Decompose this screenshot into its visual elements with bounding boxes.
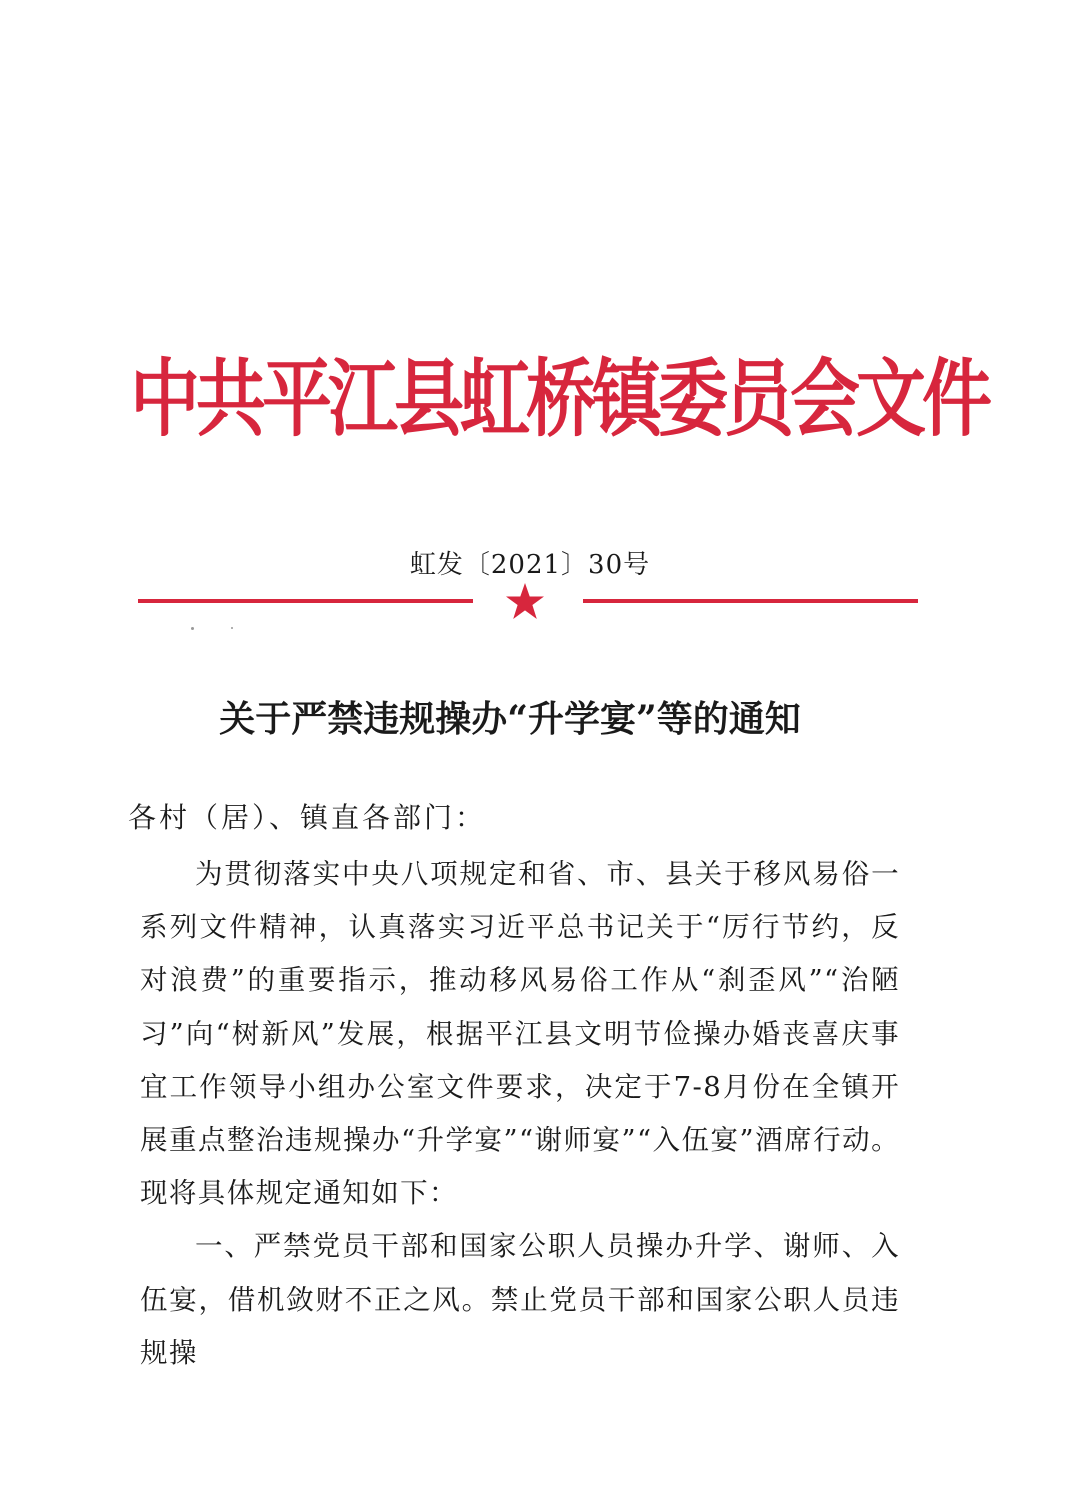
scan-speck (231, 627, 233, 629)
scan-speck (191, 627, 194, 630)
red-rule-left (138, 599, 473, 603)
document-number: 虹发〔2021〕30号 (409, 550, 651, 580)
red-star-icon (505, 582, 545, 620)
body-paragraph-2: 一、严禁党员干部和国家公职人员操办升学、谢师、入伍宴，借机敛财不正之风。禁止党员干部和国家公职人员违规操 (140, 1230, 900, 1369)
salutation: 各村（居）、镇直各部门： (128, 801, 487, 834)
notice-body (140, 848, 900, 1380)
body-paragraph-1: 为贯彻落实中央八项规定和省、市、县关于移风易俗一系列文件精神，认真落实习近平总书记关于“厉行节约，反对浪费”的重要指示，推动移风易俗工作从“刹歪风”“治陋习”向“树新风”发展，根据平江县文明节俭操办婚丧喜庆事宜工作领导小组办公室文件要求，决定于7-8月份在全镇开展重点整治违规操办“升学宴”“谢师宴”“入伍宴”酒席行动。现将具体规定通知如下： (140, 858, 900, 1210)
red-rule-right (583, 599, 918, 603)
notice-title: 关于严禁违规操办“升学宴”等的通知 (219, 698, 801, 740)
star-shape (506, 583, 544, 619)
red-header-title: 中共平江县虹桥镇委员会文件 (130, 349, 988, 449)
